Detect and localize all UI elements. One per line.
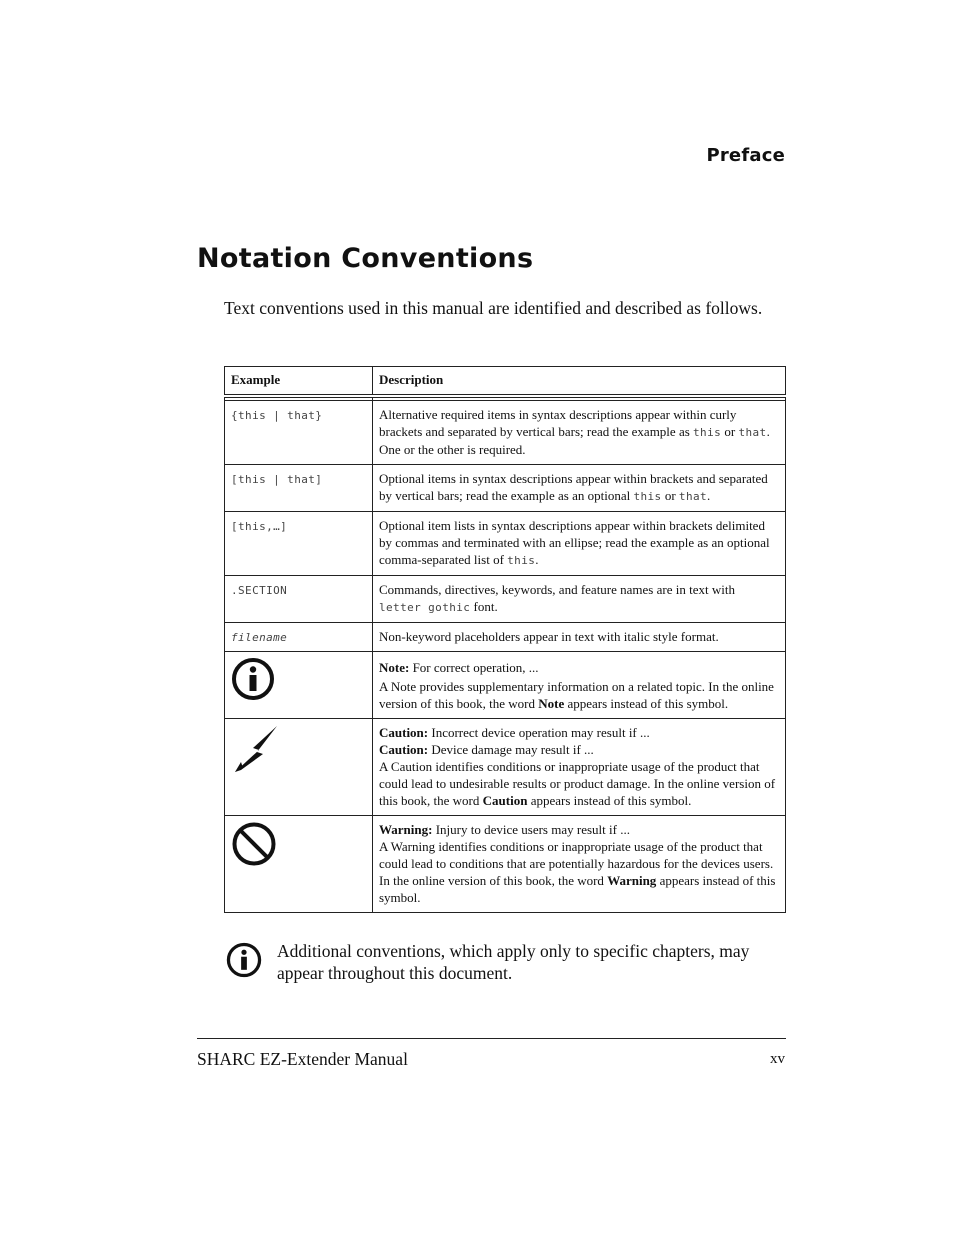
example-cell bbox=[225, 576, 373, 623]
description-cell bbox=[373, 816, 786, 913]
description-text: appears instead of this symbol. bbox=[527, 793, 692, 808]
note-word: Note bbox=[538, 696, 565, 711]
example-cell bbox=[225, 465, 373, 512]
description-text: or bbox=[661, 488, 679, 503]
column-header-description: Description bbox=[373, 367, 786, 397]
footnote-block bbox=[224, 940, 786, 984]
note-label: Note: bbox=[379, 660, 410, 675]
lightning-icon bbox=[231, 724, 281, 776]
caution-example: Incorrect device operation may result if ... bbox=[428, 725, 650, 740]
table-row bbox=[225, 512, 786, 576]
table-row-caution bbox=[225, 719, 786, 816]
inline-code: that bbox=[738, 426, 767, 439]
footnote-text: Additional conventions, which apply only to specific chapters, may appear throughout this document. bbox=[277, 941, 750, 983]
description-text: Optional items in syntax descriptions appear within brackets and separated by vertical bars; read the example as an optional bbox=[379, 471, 768, 503]
section-title: Notation Conventions bbox=[197, 243, 534, 274]
warning-label: Warning: bbox=[379, 822, 433, 837]
example-cell bbox=[225, 401, 373, 465]
warning-explanation bbox=[379, 838, 779, 906]
description-text: A Warning identifies conditions or inappropriate usage of the product that could lead to conditions that are potentially hazardous for the devices users. In the online version of this book, the word bbox=[379, 839, 774, 888]
intro-paragraph: Text conventions used in this manual are identified and described as follows. bbox=[224, 298, 763, 318]
description-text: appears instead of this symbol. bbox=[379, 873, 776, 905]
info-icon bbox=[231, 657, 275, 701]
warning-example: Injury to device users may result if ... bbox=[432, 822, 630, 837]
warning-line bbox=[379, 821, 779, 838]
example-code: {this | that} bbox=[231, 409, 323, 422]
caution-label: Caution: bbox=[379, 725, 429, 740]
description-cell bbox=[373, 652, 786, 719]
description-text: Non-keyword placeholders appear in text with italic style format. bbox=[379, 629, 719, 644]
table-row bbox=[225, 623, 786, 652]
info-icon bbox=[226, 942, 262, 978]
inline-code: that bbox=[678, 490, 708, 503]
description-text: . One or the other is required. bbox=[379, 424, 770, 457]
table-row bbox=[225, 401, 786, 465]
table-row-note bbox=[225, 652, 786, 719]
inline-code: this bbox=[693, 426, 722, 439]
example-code: filename bbox=[231, 631, 288, 644]
table-header-row bbox=[225, 367, 786, 397]
description-text: appears instead of this symbol. bbox=[564, 696, 729, 711]
inline-code: this bbox=[633, 490, 662, 503]
footer-rule bbox=[197, 1038, 786, 1039]
description-text: Alternative required items in syntax descriptions appear within curly brackets and separated by vertical bars; read the example as bbox=[379, 407, 737, 439]
icon-cell bbox=[225, 816, 373, 913]
description-text: . bbox=[535, 552, 539, 567]
caution-example: Device damage may result if ... bbox=[428, 742, 594, 757]
description-text: Commands, directives, keywords, and feature names are in text with bbox=[379, 582, 735, 597]
inline-code: letter gothic bbox=[379, 601, 471, 614]
example-code: .SECTION bbox=[231, 584, 288, 597]
description-text: A Note provides supplementary information on a related topic. In the online version of this book, the word bbox=[379, 679, 774, 711]
description-cell bbox=[373, 623, 786, 652]
conventions-table bbox=[224, 366, 786, 913]
table-row-warning bbox=[225, 816, 786, 913]
note-line bbox=[379, 659, 779, 676]
icon-cell bbox=[225, 719, 373, 816]
caution-word: Caution bbox=[482, 793, 528, 808]
caution-line bbox=[379, 741, 779, 758]
table-row bbox=[225, 576, 786, 623]
description-cell bbox=[373, 719, 786, 816]
column-header-example: Example bbox=[225, 367, 373, 397]
footnote-icon-wrapper bbox=[226, 942, 262, 983]
description-cell bbox=[373, 401, 786, 465]
icon-cell bbox=[225, 652, 373, 719]
inline-code: this bbox=[507, 554, 536, 567]
running-head: Preface bbox=[706, 145, 785, 166]
example-cell bbox=[225, 512, 373, 576]
caution-label: Caution: bbox=[379, 742, 429, 757]
caution-explanation bbox=[379, 758, 779, 809]
footer-manual-title: SHARC EZ-Extender Manual bbox=[197, 1049, 408, 1069]
prohibited-icon bbox=[231, 821, 277, 867]
description-cell bbox=[373, 465, 786, 512]
description-text: . bbox=[707, 488, 711, 503]
caution-line bbox=[379, 724, 779, 741]
example-cell bbox=[225, 623, 373, 652]
example-code: [this | that] bbox=[231, 473, 323, 486]
note-example: For correct operation, ... bbox=[409, 660, 539, 675]
table-row bbox=[225, 465, 786, 512]
example-code: [this,…] bbox=[231, 520, 288, 533]
description-cell bbox=[373, 576, 786, 623]
warning-word: Warning bbox=[607, 873, 657, 888]
description-cell bbox=[373, 512, 786, 576]
note-explanation bbox=[379, 678, 779, 712]
description-text: Optional item lists in syntax descriptions appear within brackets delimited by commas and terminated with an ellipse; read the example as an optional comma-separated list of bbox=[379, 518, 770, 567]
description-text: or bbox=[721, 424, 739, 439]
description-text: A Caution identifies conditions or inappropriate usage of the product that could lead to undesirable results or product damage. In the online version of this book, the word bbox=[379, 759, 776, 808]
footer-page-number: xv bbox=[770, 1051, 785, 1067]
description-text: font. bbox=[470, 599, 498, 614]
